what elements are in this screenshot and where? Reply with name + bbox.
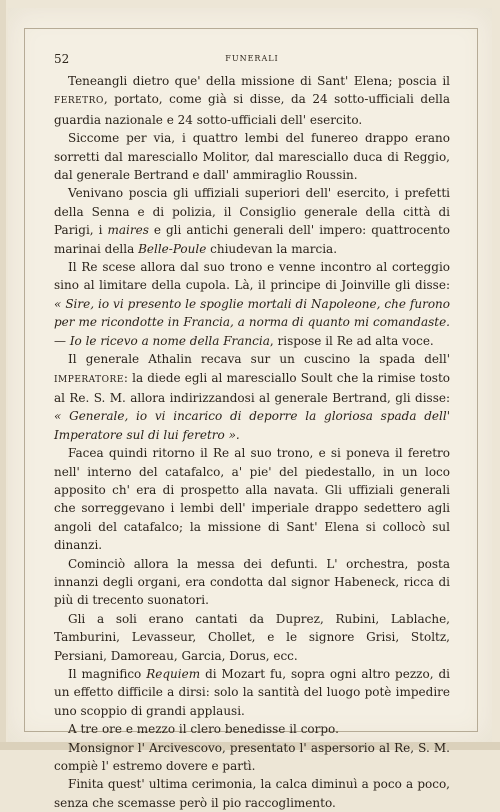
text-run: Il magnifico [68, 667, 147, 681]
body-text [54, 72, 450, 812]
page-header [54, 52, 450, 68]
paragraph [54, 129, 450, 184]
text-run: Facea quindi ritorno il Re al suo trono, e si poneva il feretro nell' interno del catafalco, a' pie' del piedestallo, in un loco apposito ch' era di prospetto alla navata. Gli uffiziali generali che sorreggevano i lembi dell' imperiale drappo sedettero agli angoli del catafalco; la missione di Sant' Elena si collocò sul dinanzi. [54, 446, 450, 553]
paragraph [54, 610, 450, 665]
paragraph [54, 739, 450, 776]
italic-run: « Generale, io vi incarico di deporre la gloriosa spada dell' Imperatore sul di lui feretro ». [54, 409, 450, 442]
text-run: , rispose il Re ad alta voce. [269, 333, 434, 348]
paragraph [54, 555, 450, 610]
small-caps-run: FERETRO [54, 96, 104, 107]
paragraph [54, 720, 450, 738]
text-run: Finita quest' ultima cerimonia, la calca diminuì a poco a poco, senza che scemasse però il pio raccoglimento. [54, 777, 450, 810]
text-run: di Mozart fu, sopra ogni altro pezzo, di un effetto difficile a dirsi: solo la santità del luogo potè impedire uno scoppio di grandi applausi. [54, 667, 451, 718]
italic-run: maires [107, 223, 149, 238]
paragraph [54, 350, 450, 444]
italic-run: Requiem [146, 667, 201, 681]
italic-run: « Sire, io vi presento le spoglie mortali di Napoleone, che furono per me ricondotte in Francia, a norma di quanto mi comandaste. — Io le ricevo a nome della Francia [54, 296, 450, 348]
text-run: chiudevan la marcia. [206, 241, 338, 256]
paragraph [54, 665, 450, 720]
text-run: A tre ore e mezzo il clero benedisse il corpo. [68, 722, 339, 737]
text-run: Siccome per via, i quattro lembi del funereo drappo erano sorretti dal maresciallo Molitor, dal maresciallo duca di Reggio, dal generale Bertrand e dall' ammiraglio Roussin. [54, 131, 450, 183]
paragraph [54, 184, 450, 258]
text-run: Teneangli dietro que' della missione di Sant' Elena; poscia il [68, 74, 450, 88]
text-run: Gli a soli erano cantati da Duprez, Rubini, Lablache, Tamburini, Levasseur, Chollet, e le signore Grisi, Stoltz, Persiani, Damoreau, Garcia, Dorus, ecc. [54, 611, 450, 663]
text-run: , portato, come già si disse, da 24 sotto-ufficiali della guardia nazionale e 24 sotto-ufficiali dell' esercito. [54, 92, 450, 127]
paragraph [54, 258, 450, 350]
small-caps-run: IMPERATORE [54, 374, 124, 385]
page-edge-shadow [0, 0, 6, 750]
text-run: e gli antichi generali dell' impero: quattrocento marinai della [54, 223, 450, 256]
paragraph [54, 72, 450, 129]
text-run: Venivano poscia gli uffiziali superiori dell' esercito, i prefetti della Senna e di polizia, il Consiglio generale della città di Parigi, i [54, 186, 450, 238]
running-title: FUNERALI [225, 54, 279, 63]
text-run: Il generale Athalin recava sur un cuscino la spada dell' [68, 352, 450, 367]
page-number: 52 [54, 52, 70, 66]
italic-run: Belle-Poule [138, 241, 207, 256]
paragraph [54, 444, 450, 554]
text-run: : la diede egli al maresciallo Soult che la rimise tosto al Re. S. M. allora indirizzandosi al generale Bertrand, gli disse: [54, 370, 450, 405]
paragraph [54, 775, 450, 812]
text-run: Il Re scese allora dal suo trono e venne incontro al corteggio sino al limitare della cupola. Là, il principe di Joinville gli disse: [54, 260, 450, 293]
text-run: Cominciò allora la messa dei defunti. L' orchestra, posta innanzi degli organi, era condotta dal signor Habeneck, ricca di più di trecento suonatori. [54, 556, 450, 608]
text-run: Monsignor l' Arcivescovo, presentato l' aspersorio al Re, S. M. compiè l' estremo dovere e partì. [54, 740, 450, 774]
